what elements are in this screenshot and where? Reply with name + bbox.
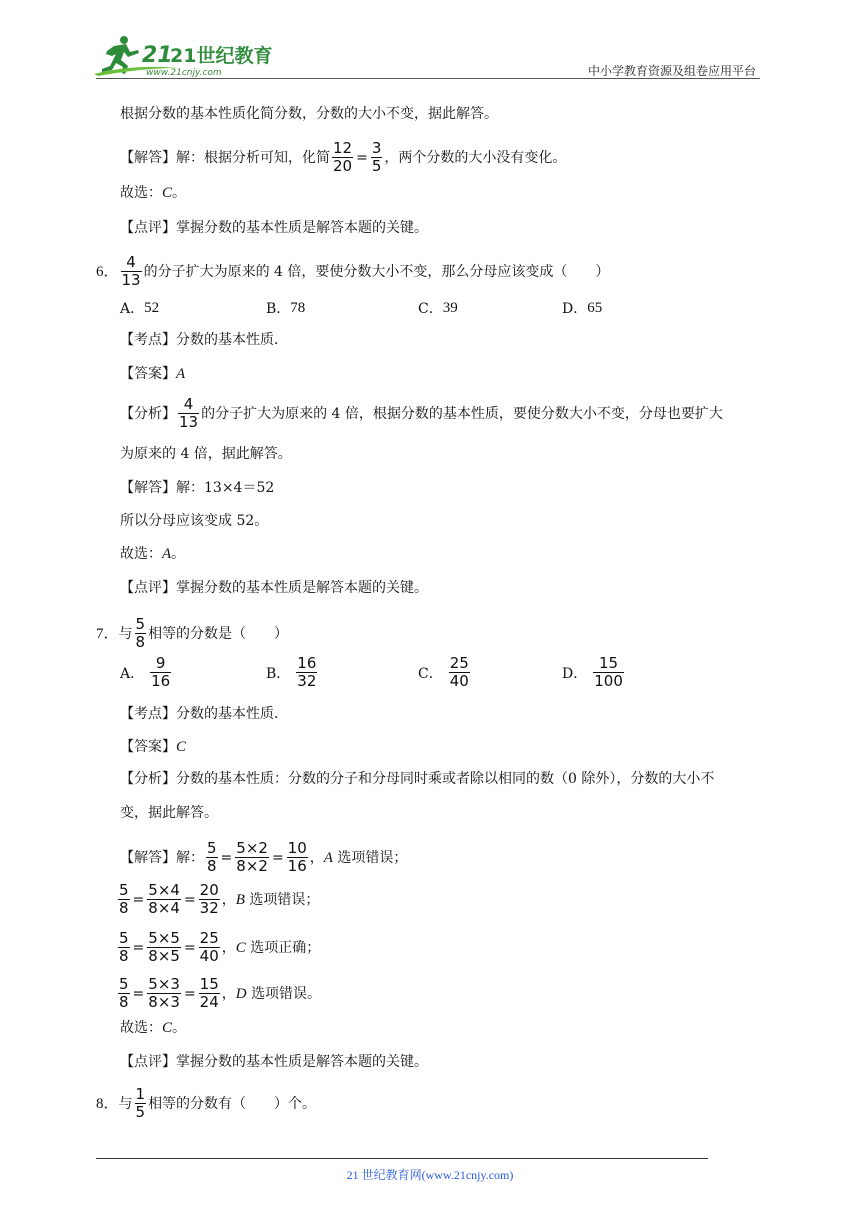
q7-answer: 【答案】 C <box>120 739 187 755</box>
q7-option-a: A． 9 16 <box>120 654 171 690</box>
brand-logo <box>92 34 273 78</box>
q6-stem <box>96 254 609 289</box>
q6-analysis-fraction-4-13: 4 13 <box>179 395 199 431</box>
brand-url: www.21cnjy.com <box>146 68 222 78</box>
q5-answer-post: ，两个分数的大小没有变化。 <box>384 149 567 166</box>
q6-option-b: B． 78 <box>266 299 306 317</box>
q6-analysis-line2: 为原来的 4 倍，据此解答。 <box>120 446 292 462</box>
q6-option-d: D． 65 <box>562 299 603 317</box>
q6-option-a: A． 52 <box>120 299 160 317</box>
q5-answer-pre: 【解答】解：根据分析可知，化简 <box>120 149 330 166</box>
q6-point: 【考点】分数的基本性质． <box>120 332 288 348</box>
q8-number: 8． <box>96 1095 119 1112</box>
q6-fraction-4-13: 4 13 <box>121 253 141 289</box>
q7-step-b: 5 8 = 5×4 8×4 = 20 32 ， B 选项错误； <box>119 881 320 917</box>
q7-step-c: 5 8 = 5×5 8×5 = 25 40 ， C 选项正确； <box>119 929 321 965</box>
q7-number: 7． <box>96 625 119 642</box>
equals-sign: = <box>356 149 368 166</box>
q7-comment: 【点评】掌握分数的基本性质是解答本题的关键。 <box>120 1054 428 1070</box>
header-divider <box>96 78 760 79</box>
q6-analysis: 【分析】 4 13 的分子扩大为原来的 4 倍，根据分数的基本性质，要使分数大小不变，分母也要扩大 <box>120 395 723 431</box>
q7-point: 【考点】分数的基本性质． <box>120 706 288 722</box>
q5-fraction-12-20: 12 20 <box>333 139 353 175</box>
q5-choose: 故选： C 。 <box>120 185 187 201</box>
q7-option-b: B． 16 32 <box>266 654 317 690</box>
q7-option-c: C． 25 40 <box>418 654 469 690</box>
q7-step-d: 5 8 = 5×3 8×3 = 15 24 ， D 选项错误。 <box>119 975 322 1011</box>
q6-comment: 【点评】掌握分数的基本性质是解答本题的关键。 <box>120 580 428 596</box>
q6-solve-line2: 所以分母应该变成 52。 <box>120 513 269 529</box>
q7-fraction-5-8: 5 8 <box>135 615 146 651</box>
q6-choose: 故选： A 。 <box>120 546 186 562</box>
q6-stem-text: 的分子扩大为原来的 4 倍，要使分数大小不变，那么分母应该变成（ ） <box>143 263 610 280</box>
q5-comment: 【点评】掌握分数的基本性质是解答本题的关键。 <box>120 220 428 236</box>
q8-stem: 8． 与 1 5 相等的分数有（ ）个。 <box>96 1085 317 1121</box>
q6-solve: 【解答】解：13×4＝52 <box>120 480 275 496</box>
q6-option-c: C． 39 <box>418 299 458 317</box>
q5-fraction-3-5: 3 5 <box>371 139 382 175</box>
q6-answer: 【答案】 A <box>120 366 186 382</box>
footer-link[interactable]: 21 世纪教育网(www.21cnjy.com) <box>346 1168 514 1182</box>
q7-analysis-line2: 变，据此解答。 <box>120 805 218 821</box>
svg-text:21: 21 <box>142 43 173 68</box>
q7-step-a: 【解答】解： 5 8 = 5×2 8×2 = 10 16 ， A 选项错误； <box>120 839 408 875</box>
q7-stem: 7． 与 5 8 相等的分数是（ ） <box>96 615 289 651</box>
q7-option-d: D． 15 100 <box>562 654 623 690</box>
q7-choose: 故选： C 。 <box>120 1020 187 1036</box>
footer-divider <box>96 1158 708 1159</box>
q6-number: 6． <box>96 263 119 280</box>
brand-name: 21世纪教育 <box>170 45 273 67</box>
header-platform-text: 中小学教育资源及组卷应用平台 <box>587 64 756 78</box>
q7-solve-pre: 【解答】解： <box>120 849 204 866</box>
q8-fraction-1-5: 1 5 <box>135 1085 146 1121</box>
q5-answer <box>120 140 566 175</box>
q5-analysis-text: 根据分数的基本性质化简分数，分数的大小不变，据此解答。 <box>120 106 498 122</box>
q7-analysis: 【分析】分数的基本性质：分数的分子和分母同时乘或者除以相同的数（0 除外），分数的大小不 <box>120 771 715 787</box>
